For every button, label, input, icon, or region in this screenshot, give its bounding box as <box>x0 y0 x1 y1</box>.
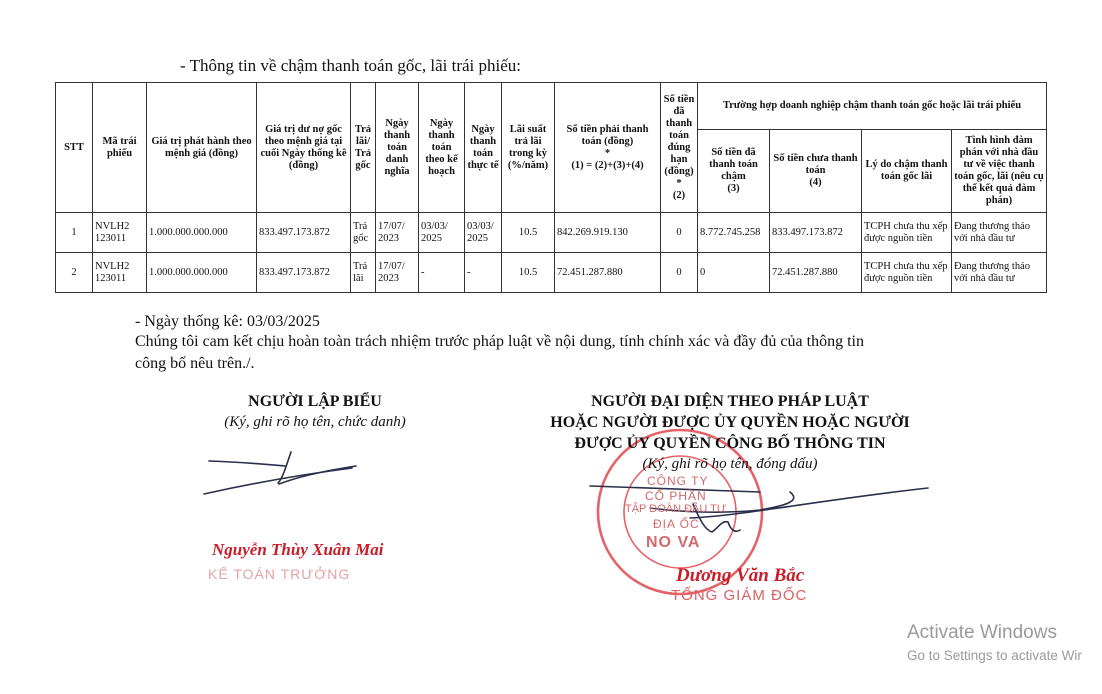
cell-negotiation: Đang thương thảo với nhà đầu tư <box>952 253 1047 293</box>
cell-unpaid: 833.497.173.872 <box>770 213 862 253</box>
cell-amount-due: 72.451.287.880 <box>555 253 661 293</box>
cell-outstanding: 833.497.173.872 <box>257 253 351 293</box>
header-nominal-date: Ngày thanh toán danh nghĩa <box>376 83 419 213</box>
stat-date: - Ngày thống kê: 03/03/2025 <box>135 313 320 330</box>
header-late-group: Trường hợp doanh nghiệp chậm thanh toán gốc hoặc lãi trái phiếu <box>698 83 1047 130</box>
preparer-position: KẾ TOÁN TRƯỞNG <box>208 566 351 582</box>
cell-actual-date: 03/03/ 2025 <box>465 213 502 253</box>
header-paid-on-time-num: (2) <box>672 189 686 201</box>
cell-negotiation: Đang thương thảo với nhà đầu tư <box>952 213 1047 253</box>
stamp-line-2: CỔ PHẦN <box>645 489 707 503</box>
header-amount-due-star: * <box>604 147 611 159</box>
cell-nominal-date: 17/07/ 2023 <box>376 213 419 253</box>
representative-position: TỔNG GIÁM ĐỐC <box>671 587 808 604</box>
cell-interest-rate: 10.5 <box>502 253 555 293</box>
cell-interest-rate: 10.5 <box>502 213 555 253</box>
representative-title-2: HOẶC NGƯỜI ĐƯỢC ỦY QUYỀN HOẶC NGƯỜI <box>550 414 910 431</box>
cell-bond-code: NVLH2 123011 <box>93 213 147 253</box>
header-stt: STT <box>56 83 93 213</box>
cell-stt: 2 <box>56 253 93 293</box>
header-amount-due-label: Số tiền phải thanh toán (đồng) <box>566 123 649 147</box>
cell-issue-value: 1.000.000.000.000 <box>147 253 257 293</box>
representative-title-3: ĐƯỢC ỦY QUYỀN CÔNG BỐ THÔNG TIN <box>574 435 886 452</box>
header-negotiation: Tình hình đàm phán với nhà đầu tư về việc thanh toán gốc, lãi (nêu cụ thể kết quả đàm phán) <box>952 130 1047 213</box>
representative-instruction: (Ký, ghi rõ họ tên, đóng dấu) <box>642 456 818 472</box>
cell-actual-date: - <box>465 253 502 293</box>
cell-late-reason: TCPH chưa thu xếp được nguồn tiền <box>862 253 952 293</box>
cell-paid-late: 0 <box>698 253 770 293</box>
preparer-name: Nguyễn Thùy Xuân Mai <box>212 540 384 559</box>
cell-issue-value: 1.000.000.000.000 <box>147 213 257 253</box>
header-issue-value: Giá trị phát hành theo mệnh giá (đồng) <box>147 83 257 213</box>
header-unpaid-num: (4) <box>809 177 822 188</box>
cell-bond-code: NVLH2 123011 <box>93 253 147 293</box>
stamp-line-4: ĐỊA ỐC <box>653 517 700 531</box>
representative-name: Dương Văn Bắc <box>676 565 805 586</box>
cell-planned-date: - <box>419 253 465 293</box>
commitment-text: Chúng tôi cam kết chịu hoàn toàn trách nhiệm trước pháp luật về nội dung, tính chính xác và đầy đủ của thông tin <box>135 333 864 350</box>
activate-windows-hint: Go to Settings to activate Wir <box>907 648 1082 663</box>
cell-planned-date: 03/03/ 2025 <box>419 213 465 253</box>
representative-title: NGƯỜI ĐẠI DIỆN THEO PHÁP LUẬT <box>591 393 869 410</box>
header-paid-on-time-star: * <box>676 177 682 189</box>
cell-paid-on-time: 0 <box>661 213 698 253</box>
section-heading: - Thông tin về chậm thanh toán gốc, lãi trái phiếu: <box>180 56 522 75</box>
cell-paid-on-time: 0 <box>661 253 698 293</box>
cell-late-reason: TCPH chưa thu xếp được nguồn tiền <box>862 213 952 253</box>
header-actual-date: Ngày thanh toán thực tế <box>465 83 502 213</box>
preparer-title: NGƯỜI LẬP BIỂU <box>248 393 382 410</box>
cell-outstanding: 833.497.173.872 <box>257 213 351 253</box>
stamp-line-3: TẬP ĐOÀN ĐẦU TƯ <box>625 503 727 515</box>
header-unpaid-label: Số tiền chưa thanh toán <box>773 153 858 176</box>
cell-amount-due: 842.269.919.130 <box>555 213 661 253</box>
header-paid-late-label: Số tiền đã thanh toán chậm <box>709 147 758 182</box>
stamp-line-5: NO VA <box>646 534 701 551</box>
cell-nominal-date: 17/07/ 2023 <box>376 253 419 293</box>
header-paid-late-num: (3) <box>727 183 740 194</box>
preparer-instruction: (Ký, ghi rõ họ tên, chức danh) <box>224 414 406 430</box>
header-paid-on-time-label: Số tiền đã thanh toán đúng hạn (đồng) <box>663 93 695 177</box>
cell-pay-type: Trả lãi <box>351 253 376 293</box>
header-interest-rate: Lãi suất trả lãi trong kỳ (%/năm) <box>502 83 555 213</box>
header-bond-code: Mã trái phiếu <box>93 83 147 213</box>
stamp-line-1: CÔNG TY <box>647 474 709 488</box>
cell-stt: 1 <box>56 213 93 253</box>
commitment-text-cont: công bố nêu trên./. <box>135 355 255 372</box>
header-planned-date: Ngày thanh toán theo kế hoạch <box>419 83 465 213</box>
header-late-reason: Lý do chậm thanh toán gốc lãi <box>862 130 952 213</box>
header-pay-type: Trả lãi/ Trả gốc <box>351 83 376 213</box>
cell-paid-late: 8.772.745.258 <box>698 213 770 253</box>
activate-windows-watermark: Activate Windows <box>907 622 1057 643</box>
cell-pay-type: Trả gốc <box>351 213 376 253</box>
header-outstanding: Giá trị dư nợ gốc theo mệnh giá tại cuối Ngày thống kê (đồng) <box>257 83 351 213</box>
cell-unpaid: 72.451.287.880 <box>770 253 862 293</box>
header-amount-due-formula: (1) = (2)+(3)+(4) <box>571 159 644 171</box>
preparer-signature <box>204 452 356 494</box>
